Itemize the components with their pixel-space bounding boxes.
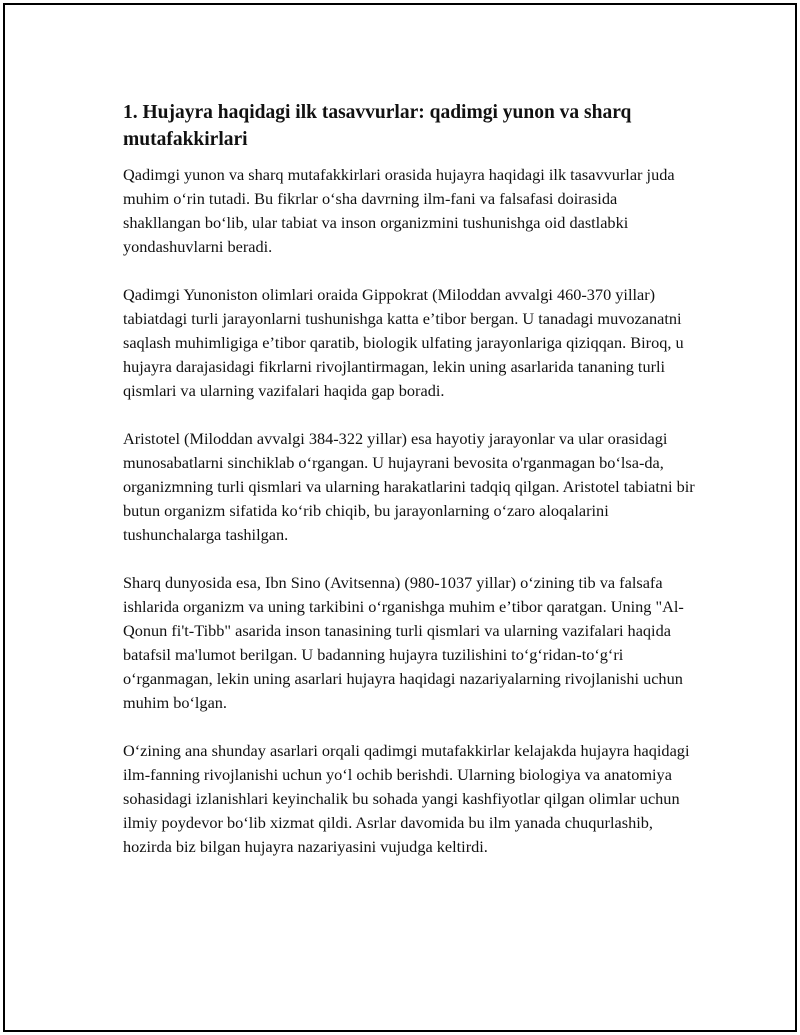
paragraph-hippocrates: Qadimgi Yunoniston olimlari oraida Gippokrat (Miloddan avvalgi 460-370 yillar) tabiatdagi turli jarayonlarni tushunishga katta eʼtibor bergan. U tanadagi muvozanatni saqlash muhimligiga eʼtibor qaratib, biologik ulfating jarayonlariga qiziqqan. Biroq, u hujayra darajasidagi fikrlarni rivojlantirmagan, lekin uning asarlarida tananing turli qismlari va ularning vazifalari haqida gap boradi. xyxy=(123,285,684,400)
paragraph-ibn-sino: Sharq dunyosida esa, Ibn Sino (Avitsenna) (980-1037 yillar) oʻzining tib va falsafa ishlarida organizm va uning tarkibini oʻrganishga muhim eʼtibor qaratgan. Uning "Al-Qonun fi't-Tibb" asarida inson tanasining turli qismlari va ularning vazifalari haqida batafsil ma'lumot berilgan. U badanning hujayra tuzilishini toʻgʻridan-toʻgʻri oʻrganmagan, lekin uning asarlari hujayra haqidagi nazariyalarning rivojlanishi uchun muhim boʻlgan. xyxy=(123,573,684,712)
paragraph-conclusion: Oʻzining ana shunday asarlari orqali qadimgi mutafakkirlar kelajakda hujayra haqidagi ilm-fanning rivojlanishi uchun yoʻl ochib berishdi. Ularning biologiya va anatomiya sohasidagi izlanishlari keyinchalik bu sohada yangi kashfiyotlar qilgan olimlar uchun ilmiy poydevor boʻlib xizmat qildi. Asrlar davomida bu ilm yanada chuqurlashib, hozirda biz bilgan hujayra nazariyasini vujudga keltirdi. xyxy=(123,741,690,856)
paragraph-aristotle: Aristotel (Miloddan avvalgi 384-322 yillar) esa hayotiy jarayonlar va ular orasidagi munosabatlarni sinchiklab oʻrgangan. U hujayrani bevosita o'rganmagan boʻlsa-da, organizmning turli qismlari va ularning harakatlarini tadqiq qilgan. Aristotel tabiatni bir butun organizm sifatida koʻrib chiqib, bu jarayonlarning oʻzaro aloqalarini tushunchalarga tashilgan. xyxy=(123,429,695,544)
document-body xyxy=(123,99,698,883)
paragraph-intro: Qadimgi yunon va sharq mutafakkirlari orasida hujayra haqidagi ilk tasavvurlar juda muhim oʻrin tutadi. Bu fikrlar oʻsha davrning ilm-fani va falsafasi doirasida shakllangan boʻlib, ular tabiat va inson organizmini tushunishga oid dastlabki yondashuvlarni beradi. xyxy=(123,165,675,256)
page-frame xyxy=(3,3,797,1032)
section-heading: 1. Hujayra haqidagi ilk tasavvurlar: qadimgi yunon va sharq mutafakkirlari xyxy=(123,102,632,150)
